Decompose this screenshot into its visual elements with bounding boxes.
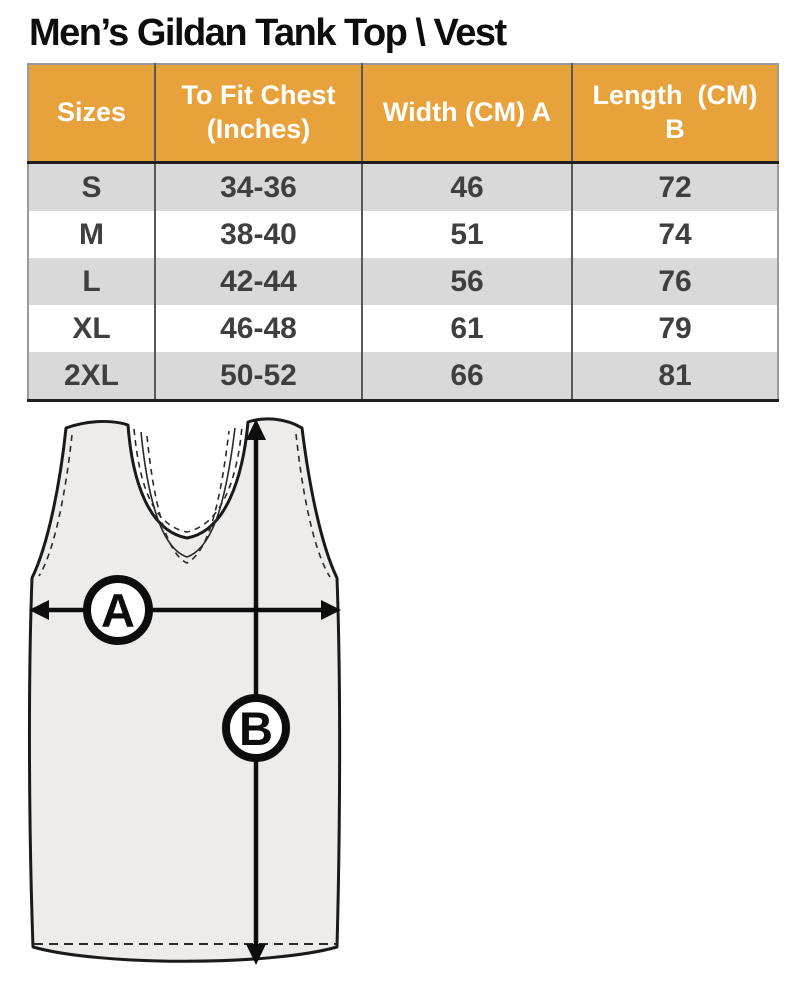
table-row-s [28,163,778,212]
column-header-width [362,64,572,163]
cell-size: L [28,258,155,305]
cell-width: 51 [362,211,572,258]
cell-chest: 38-40 [155,211,362,258]
table-row-2xl [28,352,778,401]
cell-width: 56 [362,258,572,305]
length-label-badge [226,698,286,758]
cell-width: 46 [362,163,572,212]
cell-width: 66 [362,352,572,401]
cell-size: S [28,163,155,212]
column-header-length [572,64,778,163]
cell-length: 79 [572,305,778,352]
column-header-chest [155,64,362,163]
size-table-header-row [28,64,778,163]
column-header-sizes [28,64,155,163]
cell-length: 76 [572,258,778,305]
cell-width: 61 [362,305,572,352]
header-line: B [665,114,685,144]
cell-chest: 50-52 [155,352,362,401]
width-label-badge [87,579,149,641]
size-table [27,63,779,402]
header-line: Sizes [56,97,127,128]
width-label-a: A [101,584,135,637]
tank-top-diagram [0,405,380,985]
cell-chest: 34-36 [155,163,362,212]
cell-length: 72 [572,163,778,212]
cell-chest: 46-48 [155,305,362,352]
cell-length: 81 [572,352,778,401]
cell-chest: 42-44 [155,258,362,305]
table-row-l [28,258,778,305]
header-line: (Inches) [206,114,311,144]
cell-size: 2XL [28,352,155,401]
table-row-m [28,211,778,258]
cell-length: 74 [572,211,778,258]
page-title: Men’s Gildan Tank Top \ Vest [29,12,506,54]
length-label-b: B [239,702,273,755]
tank-top-outline [29,419,339,961]
table-row-xl [28,305,778,352]
header-line: Width (CM) A [382,97,552,128]
cell-size: M [28,211,155,258]
cell-size: XL [28,305,155,352]
header-line: Length (CM) [592,80,758,111]
header-line: To Fit Chest [181,80,336,111]
